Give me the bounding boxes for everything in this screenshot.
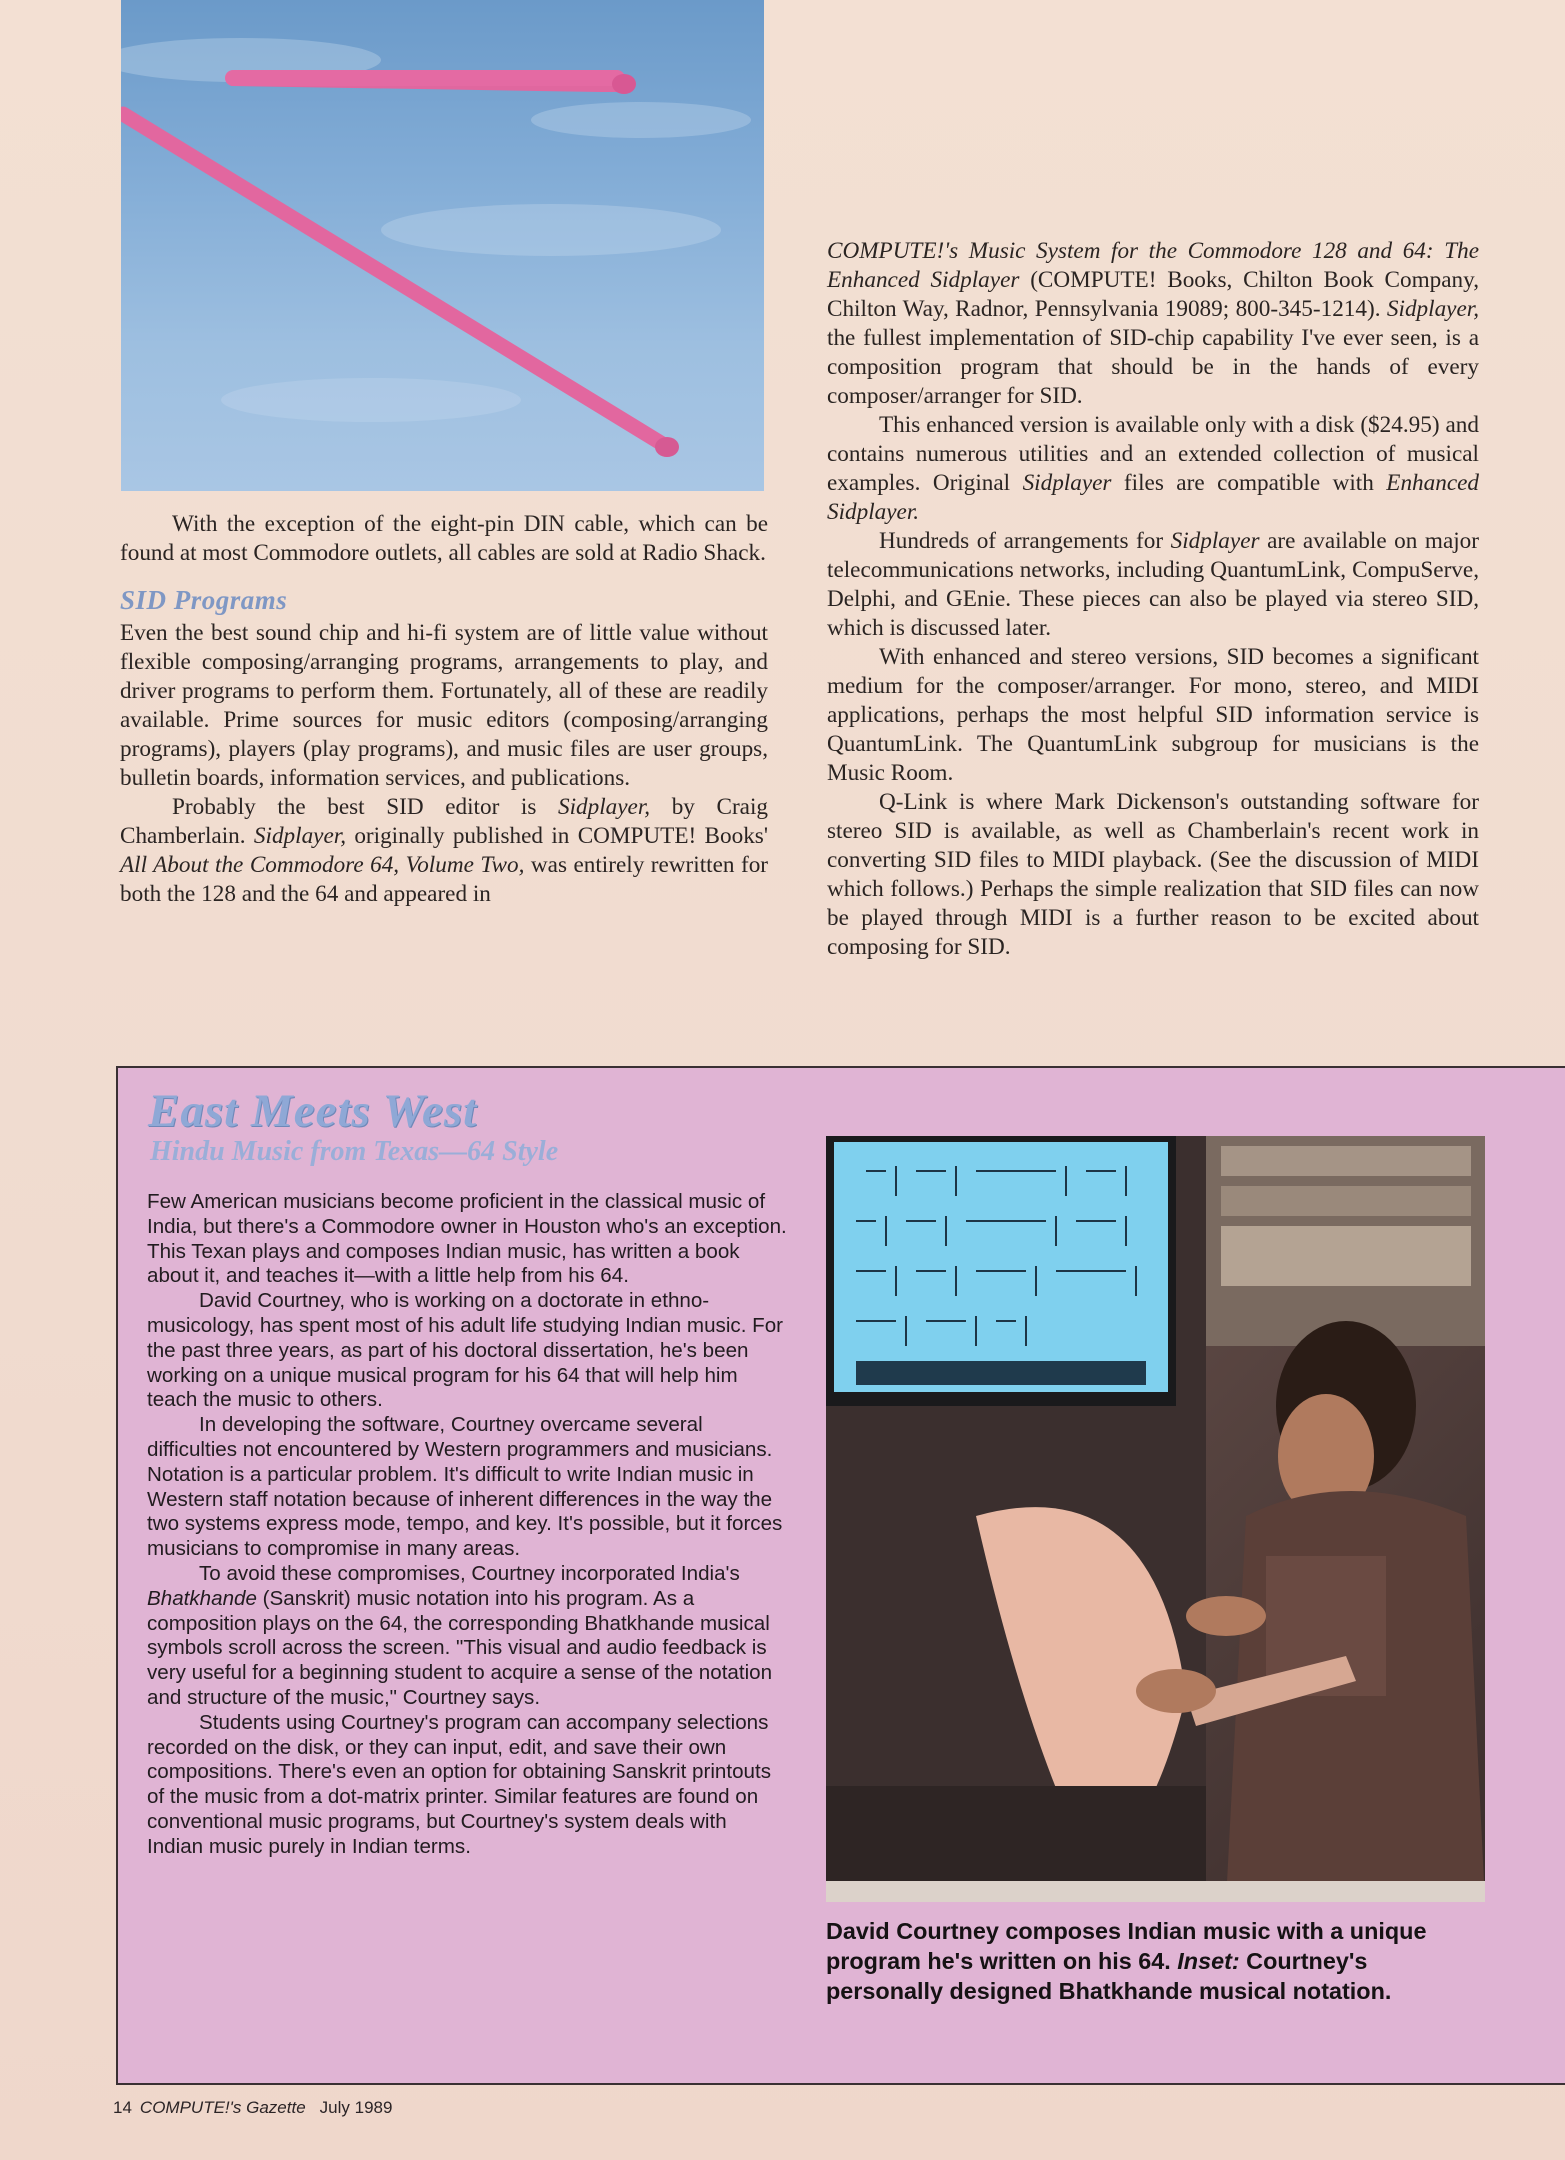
sidebar-box (116, 1066, 1565, 2085)
italic-run: Sidplayer (1170, 528, 1260, 554)
text-run: (Sanskrit) music notation into his program. As a composition plays on the 64, the corresponding Bhatkhande musical symbols scroll across the screen. "This visual and audio feedback is very useful for a beginning student to acquire a sense of the notation and structure of the music," Courtney says. (147, 1586, 773, 1709)
paragraph: David Courtney, who is working on a doctorate in ethno-musicology, has spent most of his adult life studying Indian music. For the past three years, as part of his doctoral dissertation, he's been working on a unique musical program for his 64 that will help him teach the music to others. (147, 1289, 784, 1412)
text-run: Courtney's personally designed Bhatkhande musical notation. (826, 1948, 1392, 2004)
sidebar-title: East Meets West (148, 1085, 478, 1137)
paragraph (147, 1562, 787, 1711)
paragraph: Students using Courtney's program can accompany selections recorded on the disk, or they can input, edit, and save their own compositions. There's even an option for obtaining Sanskrit printouts of the music from a dot-matrix printer. Similar features are found on conventional music programs, but Courtney's system deals with Indian music purely in Indian terms. (147, 1710, 772, 1858)
italic-run: Enhanced Sidplayer. (827, 470, 1479, 525)
text-run: Probably the best SID editor is (172, 794, 558, 820)
text-run: To avoid these compromises, Courtney incorporated India's (199, 1561, 740, 1585)
photo-caption (826, 1916, 1466, 2006)
text-run: David Courtney composes Indian music with a unique program he's written on his 64. (826, 1918, 1427, 1974)
italic-run: Bhatkhande (147, 1586, 257, 1610)
musician-photo (826, 1136, 1485, 1902)
text-run: are available on major telecommunications networks, including QuantumLink, CompuServe, Delphi, and GEnie. These pieces can also be played via stereo SID, which is discussed later. (827, 528, 1480, 641)
italic-run: Sidplayer, (557, 794, 651, 820)
drumsticks-photo (121, 0, 764, 491)
text-run: Hundreds of arrangements for (879, 528, 1171, 554)
paragraph (827, 237, 1479, 411)
text-run: by Craig Chamberlain. (120, 794, 768, 849)
text-run: (COMPUTE! Books, Chilton Book Company, Chilton Way, Radnor, Pennsylvania 19089; 800-345-1214). (827, 267, 1479, 322)
left-text-column (120, 510, 768, 909)
paragraph: Few American musicians become proficient in the classical music of India, but there's a Commodore owner in Houston who's an exception. This Texan plays and composes Indian music, has written a book about it, and teaches it—with a little help from his 64. (147, 1190, 787, 1288)
paragraph: Even the best sound chip and hi-fi system are of little value without flexible composing/arranging programs, arrangements to play, and driver programs to perform them. Fortunately, all of these are readily available. Prime sources for music editors (composing/arranging programs), players (play programs), and music files are user groups, bulletin boards, information services, and publications. (120, 620, 768, 791)
italic-run: Sidplayer, (253, 823, 346, 849)
publication-name: COMPUTE!'s Gazette (139, 2098, 306, 2117)
section-heading: SID Programs (120, 585, 288, 615)
right-text-column (827, 237, 1479, 962)
text-run: files are compatible with (1111, 470, 1387, 496)
paragraph (827, 411, 1479, 527)
italic-run: Inset: (1177, 1948, 1240, 1974)
paragraph (120, 793, 768, 909)
text-run: was entirely rewritten for both the 128 and the 64 and appeared in (120, 852, 769, 907)
text-run: the fullest implementation of SID-chip capability I've ever seen, is a composition program that should be in the hands of every composer/arranger for SID. (827, 325, 1479, 409)
page-footer (113, 2098, 392, 2118)
page-number: 14 (113, 2098, 132, 2117)
paragraph: With the exception of the eight-pin DIN cable, which can be found at most Commodore outlets, all cables are sold at Radio Shack. (120, 511, 768, 566)
italic-run: Sidplayer (1022, 470, 1112, 496)
paragraph: In developing the software, Courtney overcame several difficulties not encountered by Western programmers and musicians. Notation is a particular problem. It's difficult to write Indian music in Western staff notation because of inherent differences in the way the two systems express mode, tempo, and key. It's possible, but it forces musicians to compromise in many areas. (147, 1413, 783, 1561)
issue-date: July 1989 (319, 2098, 393, 2117)
italic-run: COMPUTE!'s Music System for the Commodore 128 and 64: The Enhanced Sidplayer (827, 238, 1479, 293)
text-run: originally published in COMPUTE! Books' (346, 823, 768, 849)
paragraph: Q-Link is where Mark Dickenson's outstanding software for stereo SID is available, as well as Chamberlain's recent work in converting SID files to MIDI playback. (See the discussion of MIDI which follows.) Perhaps the simple realization that SID files can now be played through MIDI is a further reason to be excited about composing for SID. (827, 789, 1479, 960)
paragraph (827, 527, 1479, 643)
text-run: This enhanced version is available only with a disk ($24.95) and contains numerous utilities and an extended collection of musical examples. Original (827, 412, 1479, 496)
italic-run: Sidplayer, (1386, 296, 1479, 322)
paragraph: With enhanced and stereo versions, SID becomes a significant medium for the composer/arranger. For mono, stereo, and MIDI applications, perhaps the most helpful SID information service is QuantumLink. The QuantumLink subgroup for musicians is the Music Room. (827, 644, 1479, 786)
italic-run: All About the Commodore 64, Volume Two, (120, 852, 525, 878)
sidebar-subtitle: Hindu Music from Texas—64 Style (150, 1136, 559, 1167)
sidebar-body (147, 1190, 787, 1860)
